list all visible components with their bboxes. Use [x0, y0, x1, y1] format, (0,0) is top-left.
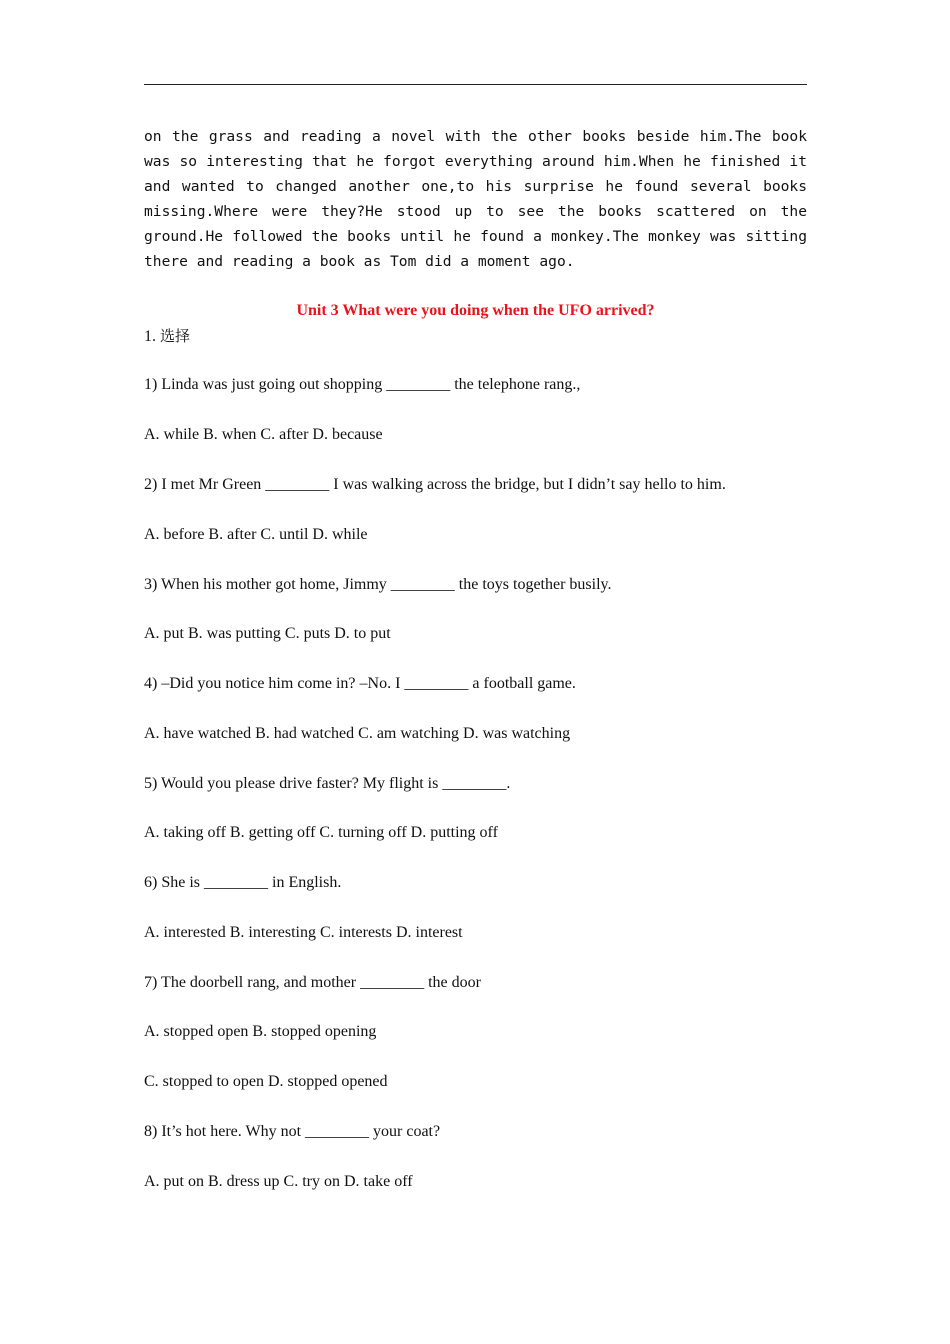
unit-title: Unit 3 What were you doing when the UFO arrived?	[296, 302, 655, 319]
story-passage: on the grass and reading a novel with the other books beside him.The book was so interesting that he forgot everything around him.When he finished it and wanted to changed another one,to his surprise he found several books missing.Where were they?He stood up to see the books scattered on the ground.He followed the books until he found a monkey.The monkey was sitting there and reading a book as Tom did a moment ago.	[144, 128, 807, 270]
question-6: 6) She is ________ in English.	[144, 874, 342, 891]
question-6-options: A. interested B. interesting C. interests D. interest	[144, 924, 463, 941]
question-4: 4) –Did you notice him come in? –No. I ________ a football game.	[144, 675, 576, 692]
question-7-options-c-d: C. stopped to open D. stopped opened	[144, 1073, 388, 1090]
question-3-options: A. put B. was putting C. puts D. to put	[144, 625, 391, 642]
header-rule	[144, 84, 807, 85]
document-page	[144, 0, 807, 1344]
question-5-options: A. taking off B. getting off C. turning off D. putting off	[144, 824, 498, 841]
question-2: 2) I met Mr Green ________ I was walking across the bridge, but I didn’t say hello to him.	[144, 476, 726, 493]
question-1: 1) Linda was just going out shopping ________ the telephone rang.,	[144, 376, 581, 393]
section-label: 选择	[160, 327, 191, 345]
question-5: 5) Would you please drive faster? My flight is ________.	[144, 775, 511, 792]
section-heading	[144, 325, 190, 348]
question-2-options: A. before B. after C. until D. while	[144, 526, 368, 543]
question-4-options: A. have watched B. had watched C. am watching D. was watching	[144, 725, 571, 742]
question-7: 7) The doorbell rang, and mother ________ the door	[144, 974, 481, 991]
section-number: 1.	[144, 328, 160, 345]
question-3: 3) When his mother got home, Jimmy ________ the toys together busily.	[144, 576, 612, 593]
question-1-options: A. while B. when C. after D. because	[144, 426, 383, 443]
question-8: 8) It’s hot here. Why not ________ your coat?	[144, 1123, 441, 1140]
question-8-options: A. put on B. dress up C. try on D. take off	[144, 1173, 413, 1190]
question-7-options-a-b: A. stopped open B. stopped opening	[144, 1023, 377, 1040]
